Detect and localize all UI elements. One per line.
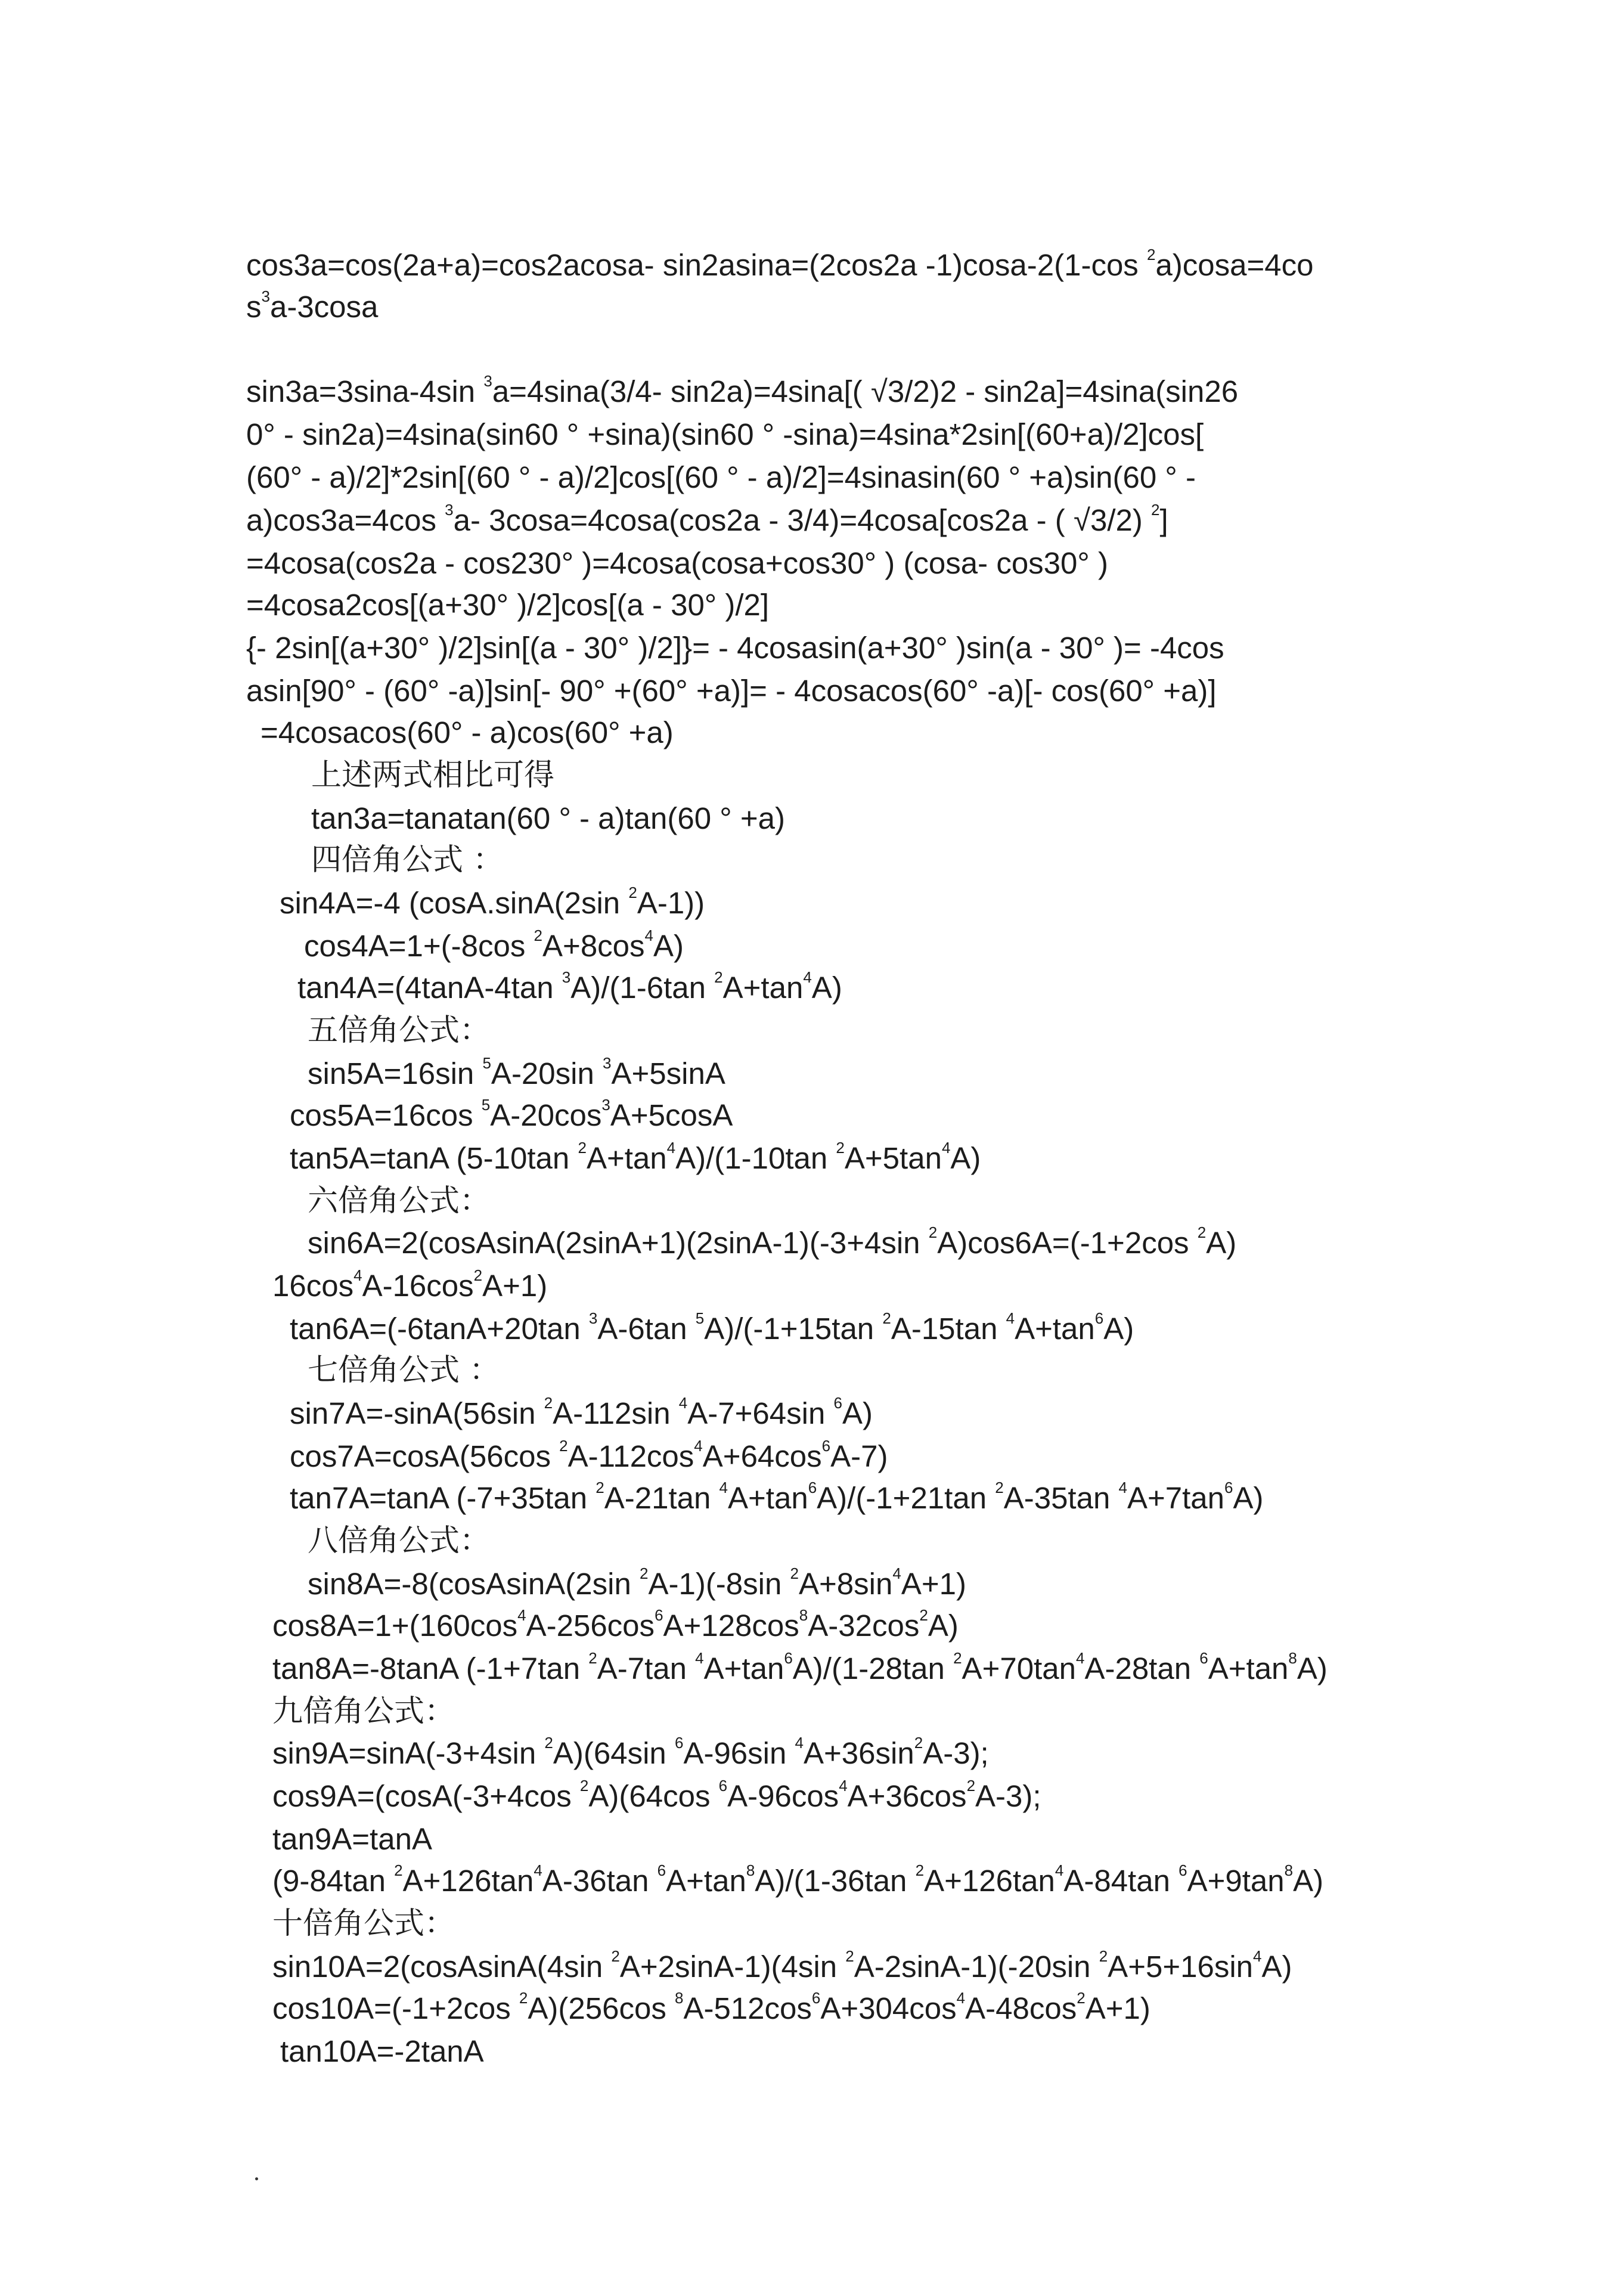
formula-text-run: A-35tan xyxy=(1003,1481,1119,1515)
formula-line xyxy=(272,1949,1292,1985)
formula-text-run: 八倍角公式： xyxy=(308,1523,491,1558)
formula-text-run: tan8A=-8tanA (-1+7tan xyxy=(272,1651,589,1685)
formula-text-run: A+304cos xyxy=(820,1991,957,2025)
exponent: 4 xyxy=(678,1394,688,1412)
exponent: 6 xyxy=(811,1989,821,2007)
formula-text-run: A)/(1-10tan xyxy=(675,1141,836,1175)
formula-text-run: A+1) xyxy=(1085,1991,1150,2025)
exponent: 6 xyxy=(1224,1479,1233,1496)
formula-line xyxy=(272,1821,432,1857)
formula-text-run: A-256cos xyxy=(526,1609,655,1643)
exponent: 2 xyxy=(519,1989,528,2007)
formula-text-run: 九倍角公式： xyxy=(272,1694,455,1729)
exponent: 4 xyxy=(666,1139,676,1157)
formula-text-run: A) xyxy=(653,929,684,963)
formula-line xyxy=(290,1141,981,1176)
formula-text-run: A)/(-1+15tan xyxy=(704,1312,883,1346)
formula-text-run: A-16cos xyxy=(362,1269,474,1303)
formula-line xyxy=(311,801,785,836)
formula-line xyxy=(246,247,1314,283)
exponent: 2 xyxy=(836,1139,845,1157)
exponent: 2 xyxy=(473,1266,483,1284)
formula-text-run: sin8A=-8(cosAsinA(2sin xyxy=(308,1567,640,1601)
formula-text-run: A+tan xyxy=(666,1864,746,1898)
exponent: 4 xyxy=(803,968,812,986)
formula-text-run: sin5A=16sin xyxy=(308,1056,483,1090)
exponent: 2 xyxy=(534,927,543,944)
formula-text-run: =4cosa(cos2a - cos230° )=4cosa(cosa+cos30° ) (cosa- cos30° ) xyxy=(246,546,1108,580)
formula-text-run: A+tan xyxy=(586,1141,667,1175)
formula-text-run: A+9tan xyxy=(1187,1864,1285,1898)
exponent: 2 xyxy=(1197,1223,1207,1241)
formula-text-run: A-20sin xyxy=(491,1056,603,1090)
exponent: 6 xyxy=(808,1479,817,1496)
exponent: 2 xyxy=(1146,246,1156,264)
formula-line xyxy=(308,1566,966,1602)
formula-text-run: =4cosacos(60° - a)cos(60° +a) xyxy=(260,715,674,749)
formula-line xyxy=(304,928,684,964)
formula-text-run: A-112cos xyxy=(567,1439,694,1473)
exponent: 4 xyxy=(1006,1309,1015,1327)
exponent: 2 xyxy=(790,1564,799,1582)
formula-text-run: a- 3cosa=4cosa(cos2a - 3/4)=4cosa[cos2a - ( √3/2) xyxy=(453,503,1152,537)
formula-text-run: cos5A=16cos xyxy=(290,1098,482,1132)
exponent: 4 xyxy=(892,1564,901,1582)
exponent: 2 xyxy=(882,1309,891,1327)
exponent: 4 xyxy=(1055,1861,1064,1879)
formula-line xyxy=(246,460,1196,495)
exponent: 2 xyxy=(579,1777,589,1795)
formula-text-run: A+tan xyxy=(722,971,804,1005)
formula-text-run: 十倍角公式： xyxy=(272,1906,455,1941)
formula-text-run: A-2sinA-1)(-20sin xyxy=(854,1950,1099,1984)
formula-text-run: sin9A=sinA(-3+4sin xyxy=(272,1736,545,1770)
formula-text-run: A-3); xyxy=(975,1779,1041,1813)
formula-text-run: A+tan xyxy=(1015,1312,1095,1346)
formula-text-run: A+8sin xyxy=(798,1567,893,1601)
exponent: 3 xyxy=(483,372,492,390)
formula-line xyxy=(272,1991,1150,2027)
formula-text-run: cos4A=1+(-8cos xyxy=(304,929,534,963)
exponent: 2 xyxy=(914,1734,923,1752)
exponent: 5 xyxy=(481,1096,491,1114)
formula-text-run: ] xyxy=(1159,503,1168,537)
formula-line xyxy=(311,842,503,878)
exponent: 8 xyxy=(799,1606,808,1624)
formula-text-run: A-96sin xyxy=(683,1736,795,1770)
formula-text-run: A+36cos xyxy=(847,1779,967,1813)
formula-text-run: A+64cos xyxy=(702,1439,822,1473)
exponent: 3 xyxy=(445,501,454,519)
formula-text-run: A-20cos xyxy=(490,1098,602,1132)
formula-line xyxy=(290,1396,873,1431)
exponent: 8 xyxy=(746,1861,755,1879)
exponent: 4 xyxy=(956,1989,966,2007)
formula-line xyxy=(246,587,769,623)
formula-text-run: A)(64sin xyxy=(553,1736,675,1770)
formula-text-run: A) xyxy=(811,971,842,1005)
formula-text-run: a-3cosa xyxy=(269,290,379,324)
formula-text-run: A-7tan xyxy=(597,1651,696,1685)
formula-text-run: A+5+16sin xyxy=(1108,1950,1254,1984)
formula-line xyxy=(272,1608,959,1644)
formula-text-run: A) xyxy=(1103,1312,1134,1346)
formula-line xyxy=(308,1056,725,1092)
formula-line xyxy=(272,1651,1328,1687)
exponent: 2 xyxy=(1077,1989,1086,2007)
exponent: 4 xyxy=(644,927,654,944)
formula-line xyxy=(297,970,842,1006)
formula-line xyxy=(272,1268,547,1304)
formula-text-run: A+5tan xyxy=(844,1141,942,1175)
formula-text-run: sin10A=2(cosAsinA(4sin xyxy=(272,1950,612,1984)
exponent: 2 xyxy=(596,1479,604,1496)
exponent: 4 xyxy=(719,1479,728,1496)
formula-line xyxy=(272,1778,1041,1814)
formula-text-run: a)cosa=4co xyxy=(1155,248,1314,282)
formula-line xyxy=(246,289,378,325)
formula-line xyxy=(290,1098,733,1133)
formula-text-run: A) xyxy=(1293,1864,1324,1898)
formula-text-run: s xyxy=(246,290,262,324)
formula-text-run: A+tan xyxy=(727,1481,808,1515)
formula-line xyxy=(308,1183,490,1219)
exponent: 6 xyxy=(1178,1861,1187,1879)
formula-text-run: 七倍角公式 ： xyxy=(308,1353,500,1388)
formula-text-run: A-1)(-8sin xyxy=(648,1567,790,1601)
formula-text-run: A-512cos xyxy=(683,1991,812,2025)
formula-text-run: tan6A=(-6tanA+20tan xyxy=(290,1312,589,1346)
exponent: 2 xyxy=(953,1649,962,1667)
exponent: 4 xyxy=(353,1266,362,1284)
formula-line xyxy=(308,1013,490,1049)
formula-text-run: cos9A=(cosA(-3+4cos xyxy=(272,1779,580,1813)
formula-line xyxy=(246,546,1108,581)
page-footer-dot xyxy=(255,2177,258,2180)
formula-text-run: A)/(1-28tan xyxy=(792,1651,954,1685)
formula-text-run: A-21tan xyxy=(604,1481,719,1515)
formula-text-run: A+tan xyxy=(1208,1651,1289,1685)
exponent: 2 xyxy=(578,1139,587,1157)
formula-text-run: A+tan xyxy=(703,1651,784,1685)
formula-text-run: A) xyxy=(1233,1481,1264,1515)
exponent: 2 xyxy=(394,1861,403,1879)
formula-text-run: A)(256cos xyxy=(528,1991,675,2025)
formula-text-run: A+36sin xyxy=(804,1736,914,1770)
exponent: 4 xyxy=(1118,1479,1127,1496)
formula-text-run: sin6A=2(cosAsinA(2sinA+1)(2sinA-1)(-3+4sin xyxy=(308,1226,929,1260)
formula-line xyxy=(280,2034,484,2069)
formula-line xyxy=(246,630,1224,666)
formula-text-run: A+5cosA xyxy=(610,1098,733,1132)
exponent: 8 xyxy=(1284,1861,1294,1879)
exponent: 3 xyxy=(588,1309,598,1327)
formula-text-run: 四倍角公式 ： xyxy=(311,842,504,878)
formula-line xyxy=(246,673,1217,709)
exponent: 2 xyxy=(966,1777,976,1795)
formula-text-run: sin7A=-sinA(56sin xyxy=(290,1396,544,1430)
formula-line xyxy=(308,1523,490,1559)
exponent: 5 xyxy=(695,1309,705,1327)
exponent: 4 xyxy=(795,1734,804,1752)
exponent: 6 xyxy=(718,1777,728,1795)
formula-text-run: cos8A=1+(160cos xyxy=(272,1609,518,1643)
exponent: 8 xyxy=(674,1989,684,2007)
exponent: 4 xyxy=(941,1139,951,1157)
formula-text-run: (9-84tan xyxy=(272,1864,395,1898)
exponent: 3 xyxy=(603,1054,612,1072)
formula-text-run: A-3); xyxy=(923,1736,989,1770)
formula-text-run: A-7+64sin xyxy=(687,1396,834,1430)
formula-text-run: A+1) xyxy=(901,1567,966,1601)
formula-text-run: tan10A=-2tanA xyxy=(280,2034,484,2068)
formula-text-run: A)/(-1+21tan xyxy=(817,1481,995,1515)
formula-text-run: A-96cos xyxy=(727,1779,839,1813)
formula-text-run: =4cosa2cos[(a+30° )/2]cos[(a - 30° )/2] xyxy=(246,588,770,622)
exponent: 2 xyxy=(714,968,723,986)
formula-text-run: A) xyxy=(1297,1651,1328,1685)
formula-text-run: A-28tan xyxy=(1084,1651,1200,1685)
exponent: 2 xyxy=(559,1437,568,1455)
formula-text-run: A-48cos xyxy=(965,1991,1077,2025)
formula-text-run: A-32cos xyxy=(808,1609,920,1643)
formula-text-run: 上述两式相比可得 xyxy=(311,758,555,793)
formula-text-run: A) xyxy=(842,1396,873,1430)
formula-text-run: tan4A=(4tanA-4tan xyxy=(297,971,562,1005)
exponent: 6 xyxy=(657,1861,666,1879)
exponent: 3 xyxy=(261,287,270,305)
formula-line xyxy=(272,1736,989,1771)
exponent: 3 xyxy=(601,1096,610,1114)
exponent: 4 xyxy=(695,1649,704,1667)
formula-text-run: a)cos3a=4cos xyxy=(246,503,445,537)
formula-text-run: A)/(1-36tan xyxy=(755,1864,916,1898)
formula-text-run: A+8cos xyxy=(542,929,645,963)
formula-line xyxy=(272,1863,1323,1899)
exponent: 6 xyxy=(821,1437,831,1455)
formula-text-run: sin3a=3sina-4sin xyxy=(246,374,484,408)
exponent: 6 xyxy=(833,1394,842,1412)
formula-text-run: A-112sin xyxy=(553,1396,679,1430)
exponent: 2 xyxy=(845,1947,854,1965)
exponent: 2 xyxy=(544,1734,553,1752)
formula-text-run: 五倍角公式： xyxy=(308,1013,491,1048)
formula-line xyxy=(311,758,554,794)
formula-line xyxy=(272,1906,455,1942)
formula-text-run: A)(64cos xyxy=(588,1779,719,1813)
formula-text-run: tan5A=tanA (5-10tan xyxy=(290,1141,578,1175)
exponent: 4 xyxy=(534,1861,542,1879)
formula-text-run: {- 2sin[(a+30° )/2]sin[(a - 30° )/2]}= - 4cosasin(a+30° )sin(a - 30° )= -4cos xyxy=(246,631,1224,665)
formula-text-run: A+1) xyxy=(482,1269,548,1303)
formula-line xyxy=(290,1439,888,1474)
formula-text-run: A-1)) xyxy=(637,886,705,920)
formula-text-run: A-36tan xyxy=(542,1864,658,1898)
formula-text-run: A+128cos xyxy=(663,1609,799,1643)
formula-text-run: A)cos6A=(-1+2cos xyxy=(937,1226,1198,1260)
exponent: 4 xyxy=(1075,1649,1085,1667)
formula-text-run: A)/(1-6tan xyxy=(570,971,715,1005)
formula-text-run: asin[90° - (60° -a)]sin[- 90° +(60° +a)]= - 4cosacos(60° -a)[- cos(60° +a)] xyxy=(246,674,1217,708)
exponent: 2 xyxy=(915,1861,925,1879)
exponent: 6 xyxy=(1199,1649,1208,1667)
formula-line xyxy=(280,885,705,921)
formula-text-run: 16cos xyxy=(272,1269,354,1303)
formula-text-run: cos10A=(-1+2cos xyxy=(272,1991,519,2025)
exponent: 2 xyxy=(1151,501,1160,519)
formula-text-run: A+5sinA xyxy=(611,1056,725,1090)
exponent: 6 xyxy=(674,1734,684,1752)
formula-text-run: A) xyxy=(928,1609,959,1643)
exponent: 2 xyxy=(1099,1947,1108,1965)
formula-line xyxy=(308,1353,500,1389)
formula-text-run: A-84tan xyxy=(1063,1864,1179,1898)
formula-line xyxy=(246,417,1204,453)
formula-line xyxy=(290,1480,1264,1516)
formula-text-run: cos7A=cosA(56cos xyxy=(290,1439,560,1473)
exponent: 4 xyxy=(517,1606,526,1624)
exponent: 3 xyxy=(562,968,571,986)
exponent: 2 xyxy=(995,1479,1004,1496)
exponent: 2 xyxy=(928,1223,938,1241)
exponent: 2 xyxy=(544,1394,553,1412)
formula-line xyxy=(308,1225,1236,1261)
formula-line xyxy=(290,1311,1134,1347)
formula-text-run: A+2sinA-1)(4sin xyxy=(619,1950,846,1984)
formula-text-run: 0° - sin2a)=4sina(sin60 ° +sina)(sin60 ° -sina)=4sina*2sin[(60+a)/2]cos[ xyxy=(246,417,1204,451)
formula-text-run: tan3a=tanatan(60 ° - a)tan(60 ° +a) xyxy=(311,801,785,835)
formula-text-run: A-6tan xyxy=(597,1312,696,1346)
formula-line xyxy=(272,1694,455,1730)
formula-text-run: a=4sina(3/4- sin2a)=4sina[( √3/2)2 - sin2a]=4sina(sin26 xyxy=(492,374,1239,408)
exponent: 2 xyxy=(640,1564,649,1582)
exponent: 6 xyxy=(784,1649,793,1667)
exponent: 4 xyxy=(1253,1947,1262,1965)
formula-text-run: 六倍角公式： xyxy=(308,1183,491,1219)
exponent: 2 xyxy=(588,1649,597,1667)
formula-text-run: tan7A=tanA (-7+35tan xyxy=(290,1481,596,1515)
formula-text-run: A-15tan xyxy=(891,1312,1006,1346)
exponent: 6 xyxy=(655,1606,663,1624)
formula-text-run: A) xyxy=(950,1141,981,1175)
formula-text-run: A) xyxy=(1261,1950,1292,1984)
exponent: 4 xyxy=(839,1777,848,1795)
exponent: 4 xyxy=(694,1437,703,1455)
formula-text-run: sin4A=-4 (cosA.sinA(2sin xyxy=(280,886,629,920)
exponent: 2 xyxy=(919,1606,928,1624)
exponent: 8 xyxy=(1288,1649,1297,1667)
formula-text-run: cos3a=cos(2a+a)=cos2acosa- sin2asina=(2cos2a -1)cosa-2(1-cos xyxy=(246,248,1147,282)
exponent: 6 xyxy=(1094,1309,1104,1327)
exponent: 5 xyxy=(482,1054,491,1072)
formula-line xyxy=(246,374,1238,410)
formula-line xyxy=(246,503,1168,538)
formula-text-run: tan9A=tanA xyxy=(272,1822,432,1856)
formula-text-run: A+7tan xyxy=(1127,1481,1225,1515)
formula-text-run: A+126tan xyxy=(924,1864,1055,1898)
formula-text-run: (60° - a)/2]*2sin[(60 ° - a)/2]cos[(60 ° - a)/2]=4sinasin(60 ° +a)sin(60 ° - xyxy=(246,460,1196,494)
exponent: 2 xyxy=(628,884,637,901)
exponent: 2 xyxy=(611,1947,620,1965)
formula-text-run: A-7) xyxy=(830,1439,888,1473)
formula-line xyxy=(260,715,674,751)
formula-text-run: A) xyxy=(1206,1226,1237,1260)
formula-text-run: A+70tan xyxy=(962,1651,1076,1685)
formula-text-run: A+126tan xyxy=(402,1864,534,1898)
